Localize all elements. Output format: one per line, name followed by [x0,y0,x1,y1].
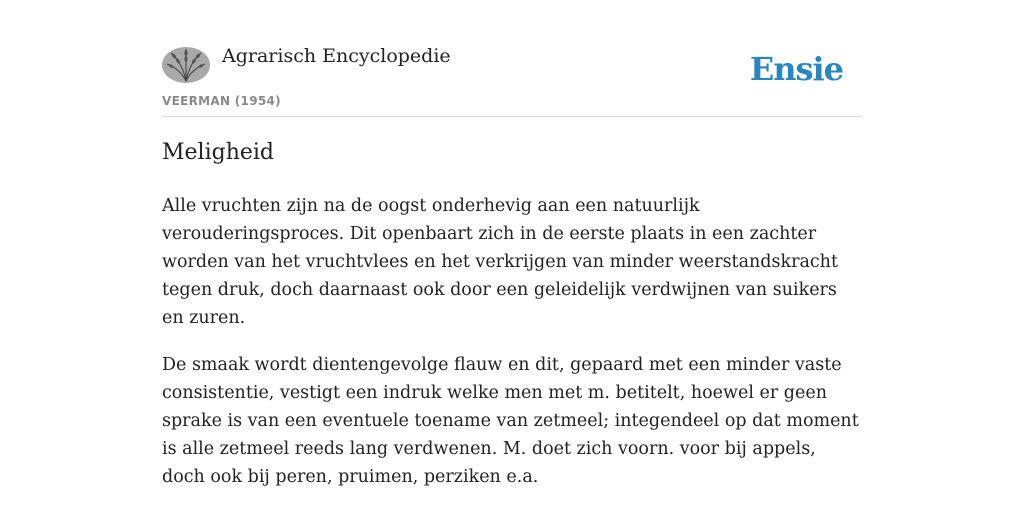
article-body [162,192,862,510]
source-title[interactable]: Agrarisch Encyclopedie [222,45,451,67]
wheat-icon[interactable] [162,47,210,83]
article-paragraph: De smaak wordt dientengevolge flauw en dit, gepaard met een minder vaste consistentie, vestigt een indruk welke men met m. betitelt, hoewel er geen sprake is van een eventuele toename van zetmeel; integendeel op dat moment is alle zetmeel reeds lang verdwenen. M. doet zich voorn. voor bij appels, doch ook bij peren, pruimen, perziken e.a. [162,355,859,487]
page-header [162,44,862,117]
source-subtitle: VEERMAN (1954) [162,94,281,108]
article-paragraph: Alle vruchten zijn na de oogst onderhevig aan een natuurlijk verouderingsproces. Dit openbaart zich in de eerste plaats in een zachter worden van het vruchtvlees en het verkrijgen van minder weerstandskracht tegen druk, doch daarnaast ook door een geleidelijk verdwijnen van suikers en zuren. [162,196,838,328]
brand-logo[interactable]: Ensie [749,50,843,88]
article-title: Meligheid [162,140,275,165]
